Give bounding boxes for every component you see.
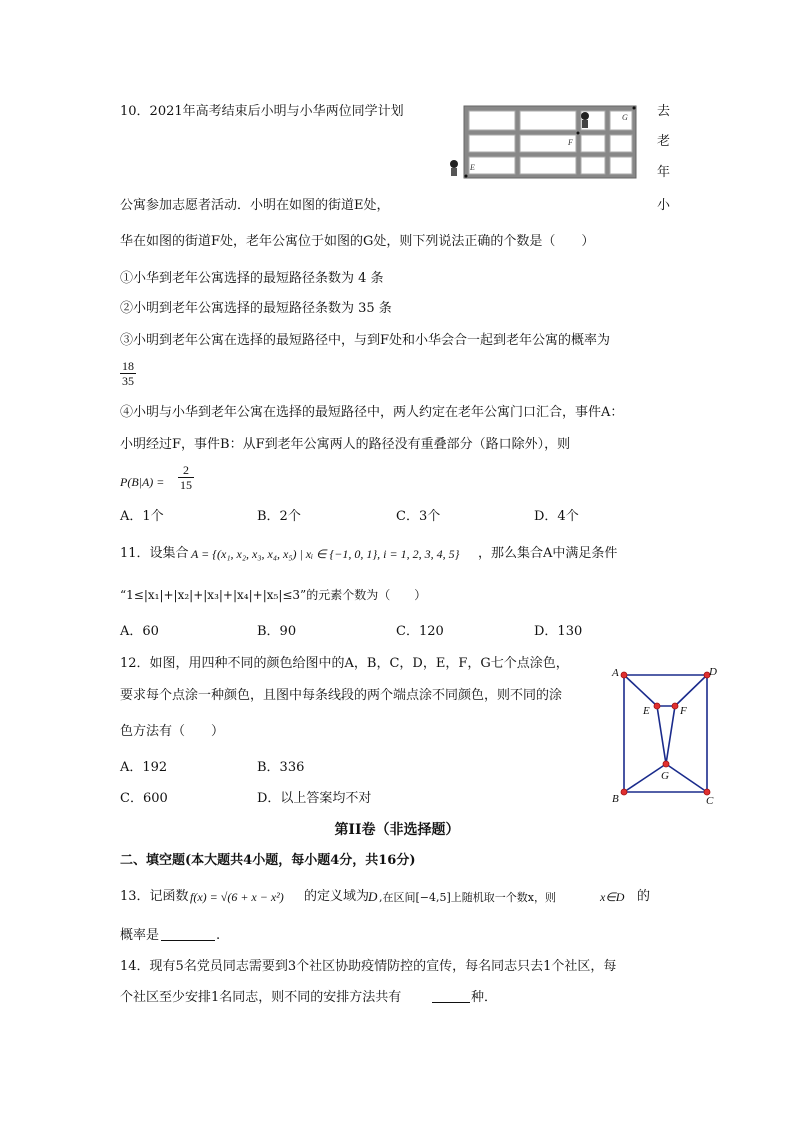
q12-line1: 12．如图，用四种不同的颜色给图中的A，B，C，D，E，F，G七个点涂色，: [120, 656, 569, 671]
q11-option-a: A．60: [120, 624, 159, 639]
q13-suffix: 的: [637, 889, 651, 904]
q11-set-expression: A = {(x₁, x₂, x₃, x₄, x₅) | xᵢ ∈ {−1, 0, 1}, i = 1, 2, 3, 4, 5}: [191, 547, 460, 561]
graph-label-C: C: [706, 795, 714, 807]
graph-point-E: [654, 703, 660, 709]
q13-prefix: 13．记函数: [120, 889, 189, 904]
q12-option-d: D．以上答案均不对: [257, 791, 372, 806]
grid-label-E: E: [470, 163, 475, 172]
q10-line2: 公寓参加志愿者活动．小明在如图的街道E处，: [120, 198, 390, 213]
graph-point-B: [621, 789, 627, 795]
q11-line2: “1≤|x₁|+|x₂|+|x₃|+|x₄|+|x₅|≤3”的元素个数为（ ）: [120, 588, 427, 602]
q10-s3-frac-den: 35: [122, 374, 134, 388]
q10-s3-frac-num: 18: [122, 359, 134, 373]
grid-label-F: F: [568, 138, 573, 147]
q13-domain-D: D: [368, 889, 378, 904]
graph-label-F: F: [680, 705, 687, 717]
q10-line1: 10．2021年高考结束后小明与小华两位同学计划: [120, 104, 404, 119]
q12-option-c: C．600: [120, 791, 168, 806]
graph-label-E: E: [643, 705, 650, 717]
vertical-char-2: 老: [657, 134, 671, 149]
q10-s4-frac-den: 15: [180, 478, 192, 492]
q11-option-c: C．120: [396, 624, 444, 639]
q14-answer-blank[interactable]: [432, 1002, 470, 1003]
vertical-char-3: 年: [657, 165, 671, 180]
q13-mid: 的定义域为: [304, 889, 370, 904]
q10-option-c: C．3个: [396, 509, 441, 524]
graph-point-F: [672, 703, 678, 709]
graph-label-D: D: [709, 666, 717, 678]
street-grid-figure: [446, 100, 642, 182]
q14-line1: 14．现有5名党员同志需要到3个社区协助疫情防控的宣传，每名同志只去1个社区，每: [120, 959, 617, 974]
q13-condition: x∈D: [600, 890, 625, 904]
q10-s4-formula: P(B|A) =: [120, 475, 165, 489]
grid-label-G: G: [622, 113, 628, 122]
q10-option-a: A．1个: [120, 509, 164, 524]
q12-option-b: B．336: [257, 760, 305, 775]
q11-option-b: B．90: [257, 624, 297, 639]
q12-line3: 色方法有（ ）: [120, 724, 225, 739]
q13-line2: 概率是: [120, 928, 160, 943]
q12-line2: 要求每个点涂一种颜色，且图中每条线段的两个端点涂不同颜色，则不同的涂: [120, 688, 563, 703]
q10-option-b: B．2个: [257, 509, 301, 524]
section-heading: 二、填空题(本大题共4小题，每小题4分，共16分): [120, 853, 416, 868]
person-icon-xiaohua: [581, 112, 589, 128]
q10-option-d: D．4个: [534, 509, 579, 524]
section-title: 第II卷（非选择题）: [334, 822, 460, 838]
vertical-char-1: 去: [657, 104, 671, 119]
q10-s4-frac-num: 2: [183, 463, 189, 477]
person-icon-xiaoming: [450, 160, 458, 176]
coloring-graph-figure: [606, 662, 730, 806]
q12-option-a: A．192: [120, 760, 168, 775]
graph-label-G: G: [661, 770, 669, 782]
q11-prefix: 11．设集合: [120, 546, 189, 561]
graph-label-B: B: [612, 793, 619, 805]
graph-label-A: A: [612, 667, 619, 679]
q14-line2-suffix: 种．: [471, 990, 498, 1005]
q11-option-d: D．130: [534, 624, 583, 639]
q10-s4-fraction: [178, 463, 194, 492]
q10-statement-4a: ④小明与小华到老年公寓在选择的最短路径中，两人约定在老年公寓门口汇合，事件A：: [120, 405, 624, 420]
q10-s3-fraction: [120, 359, 136, 388]
graph-point-A: [621, 672, 627, 678]
q13-answer-blank[interactable]: [161, 940, 215, 941]
q10-statement-1: ①小华到老年公寓选择的最短路径条数为 4 条: [120, 271, 384, 286]
q10-statement-3: ③小明到老年公寓在选择的最短路径中，与到F处和小华会合一起到老年公寓的概率为: [120, 333, 611, 348]
q10-line3: 华在如图的街道F处，老年公寓位于如图的G处，则下列说法正确的个数是（ ）: [120, 234, 595, 249]
q10-statement-4b: 小明经过F，事件B：从F到老年公寓两人的路径没有重叠部分（路口除外），则: [120, 437, 571, 452]
q10-statement-2: ②小明到老年公寓选择的最短路径条数为 35 条: [120, 301, 392, 316]
q13-function: f(x) = √(6 + x − x²): [190, 890, 284, 904]
vertical-char-4: 小: [657, 198, 671, 213]
q14-line2-prefix: 个社区至少安排1名同志，则不同的安排方法共有: [120, 990, 402, 1005]
q11-suffix: ，那么集合A中满足条件: [478, 546, 618, 561]
q13-interval-text: ,在区间[−4,5]上随机取一个数x，则: [379, 891, 556, 904]
graph-point-G: [663, 761, 669, 767]
